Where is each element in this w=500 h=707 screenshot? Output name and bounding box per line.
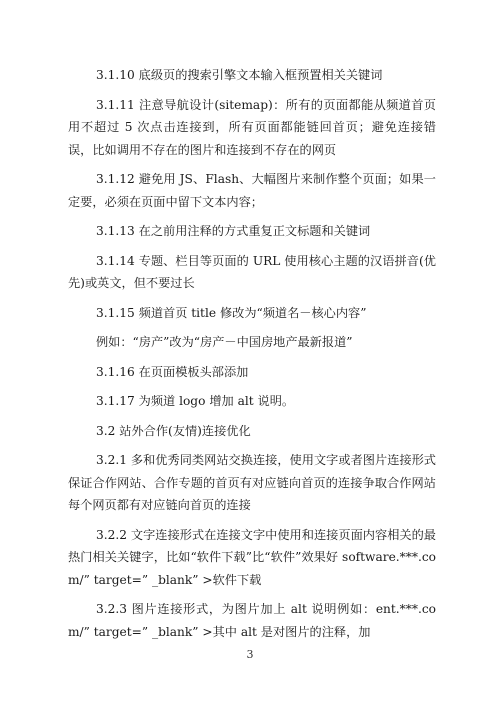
paragraph-3-1-13: 3.1.13 在之前用注释的方式重复正文标题和关键词 xyxy=(96,224,371,238)
paragraph-3-1-10: 3.1.10 底级页的搜索引擎文本输入框预置相关关键词 xyxy=(96,68,383,82)
paragraph-3-2-2: 3.2.2 文字连接形式在连接文字中使用和连接页面内容相关的最热门相关关键字，比如“软件下载”比“软件”效果好 software.***.com/” target=” _blank” >软件下载 xyxy=(68,527,436,587)
paragraph-3-1-15: 3.1.15 频道首页 title 修改为“频道名－核心内容” xyxy=(96,305,367,320)
section-heading-3-2: 3.2 站外合作(友情)连接优化 xyxy=(96,423,251,438)
paragraph-3-2-1: 3.2.1 多和优秀同类网站交换连接，使用文字或者图片连接形式保证合作网站、合作专题的首页有对应链向首页的连接争取合作网站每个网页都有对应链向首页的连接 xyxy=(68,453,436,512)
paragraph-3-1-11: 3.1.11 注意导航设计(sitemap)：所有的页面都能从频道首页用不超过 5 次点击连接到，所有页面都能链回首页；避免连接错误，比如调用不存在的图片和连接到不存在的网页 xyxy=(68,97,436,157)
paragraph-example: 例如：“房产”改为“房产－中国房地产最新报道” xyxy=(96,335,353,349)
paragraph-3-1-14: 3.1.14 专题、栏目等页面的 URL 使用核心主题的汉语拼音(优先)或英文，但不要过长 xyxy=(68,253,436,290)
paragraph-3-1-17: 3.1.17 为频道 logo 增加 alt 说明。 xyxy=(96,394,295,408)
paragraph-3-2-3: 3.2.3 图片连接形式，为图片加上 alt 说明例如：ent.***.com/” target=” _blank” >其中 alt 是对图片的注释，加 xyxy=(68,602,436,639)
paragraph-3-1-12: 3.1.12 避免用 JS、Flash、大幅图片来制作整个页面；如果一定要，必须在页面中留下文本内容； xyxy=(68,172,436,209)
page-number: 3 xyxy=(246,648,254,661)
paragraph-3-1-16: 3.1.16 在页面模板头部添加 xyxy=(96,364,249,379)
document-body xyxy=(68,64,436,650)
